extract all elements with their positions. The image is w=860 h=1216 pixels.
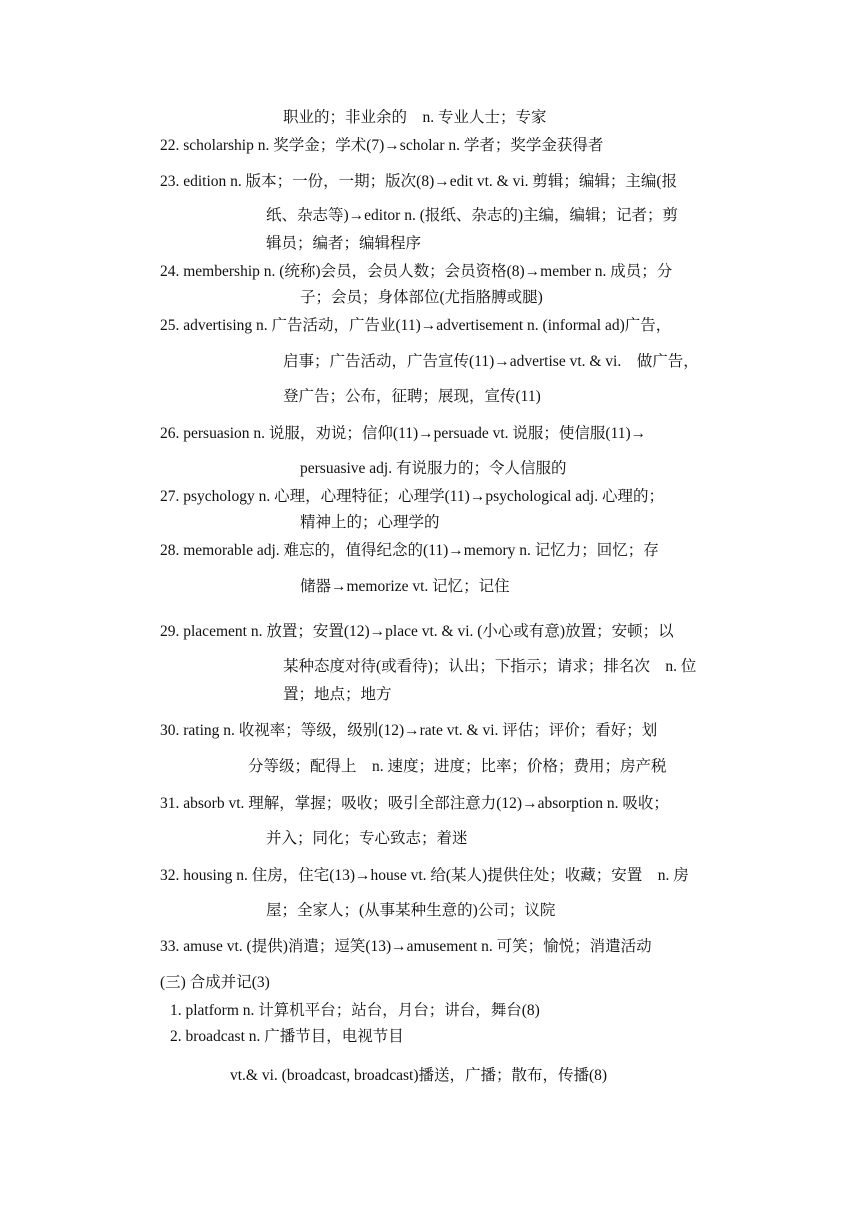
entry-25-line-1 — [160, 316, 671, 336]
entry-23-line-3 — [266, 234, 421, 254]
entry-25-line-2 — [283, 352, 699, 372]
entry-31-line-1 — [160, 794, 669, 814]
entry-27-line-1 — [160, 487, 664, 507]
line-text: 2. broadcast n. 广播节目，电视节目 — [170, 1028, 404, 1045]
line-text: 22. scholarship n. 奖学金；学术(7)→scholar n. 学者；奖学金获得者 — [160, 137, 604, 154]
line-text: 31. absorb vt. 理解，掌握；吸收；吸引全部注意力(12)→absorption n. 吸收； — [160, 795, 669, 812]
line-text: 纸、杂志等)→editor n. (报纸、杂志的)主编，编辑；记者；剪 — [266, 207, 679, 224]
line-text: 某种态度对待(或看待)；认出；下指示；请求；排名次 n. 位 — [283, 658, 697, 675]
entry-30-line-2 — [248, 757, 667, 777]
line-text: 29. placement n. 放置；安置(12)→place vt. & vi. (小心或有意)放置；安顿；以 — [160, 623, 674, 640]
entry-26-line-1 — [160, 424, 646, 444]
line-text: 储器→memorize vt. 记忆；记住 — [300, 578, 510, 595]
entry-28-line-2 — [300, 577, 510, 597]
entry-27-line-2 — [300, 513, 440, 533]
line-text: 1. platform n. 计算机平台；站台，月台；讲台，舞台(8) — [170, 1002, 540, 1019]
entry-31-line-2 — [266, 829, 468, 849]
line-text: 32. housing n. 住房，住宅(13)→house vt. 给(某人)提供住处；收藏；安置 n. 房 — [160, 867, 689, 884]
entry-33-line-1 — [160, 937, 652, 957]
compound-2-line-1 — [170, 1027, 404, 1047]
entry-29-line-2 — [283, 657, 696, 677]
line-text: 23. edition n. 版本；一份，一期；版次(8)→edit vt. & vi. 剪辑；编辑；主编(报 — [160, 173, 678, 190]
entry-30-line-1 — [160, 721, 657, 741]
compound-1-line-1 — [170, 1001, 540, 1021]
line-text: 屋；全家人；(从事某种生意的)公司；议院 — [266, 902, 556, 919]
line-text: 28. memorable adj. 难忘的，值得纪念的(11)→memory n. 记忆力；回忆；存 — [160, 542, 659, 559]
line-text: persuasive adj. 有说服力的；令人信服的 — [300, 460, 567, 477]
line-text: 26. persuasion n. 说服，劝说；信仰(11)→persuade vt. 说服；使信服(11)→ — [160, 425, 647, 442]
entry-24-line-1 — [160, 262, 672, 282]
line-text: 并入；同化；专心致志；着迷 — [266, 830, 468, 847]
section-heading — [160, 973, 270, 993]
compound-2-line-2 — [230, 1066, 607, 1086]
line-text: 职业的；非业余的 n. 专业人士；专家 — [283, 109, 547, 126]
entry-23-line-2 — [266, 206, 678, 226]
line-text: 25. advertising n. 广告活动，广告业(11)→advertisement n. (informal ad)广告， — [160, 317, 672, 334]
entry-32-line-1 — [160, 866, 689, 886]
entry-22-line-1 — [160, 136, 603, 156]
entry-24-line-2 — [300, 288, 543, 308]
line-text: 登广告；公布，征聘；展现，宣传(11) — [283, 388, 541, 405]
heading-text: (三) 合成并记(3) — [160, 974, 270, 991]
line-text: 置；地点；地方 — [283, 686, 392, 703]
line-text: 30. rating n. 收视率；等级，级别(12)→rate vt. & vi. 评估；评价；看好；划 — [160, 722, 658, 739]
line-text: 子；会员；身体部位(尤指胳膊或腿) — [300, 289, 543, 306]
line-text: 24. membership n. (统称)会员，会员人数；会员资格(8)→member n. 成员；分 — [160, 263, 673, 280]
entry-29-line-1 — [160, 622, 674, 642]
line-text: 27. psychology n. 心理，心理特征；心理学(11)→psychological adj. 心理的； — [160, 488, 664, 505]
entry-26-line-2 — [300, 459, 566, 479]
entry-29-line-3 — [283, 685, 392, 705]
entry-32-line-2 — [266, 901, 555, 921]
line-text: 启事；广告活动，广告宣传(11)→advertise vt. & vi. 做广告， — [283, 353, 699, 370]
entry-23-line-1 — [160, 172, 677, 192]
entry-25-line-3 — [283, 387, 541, 407]
line-text: 辑员；编者；编辑程序 — [266, 235, 422, 252]
line-text: vt.& vi. (broadcast, broadcast)播送，广播；散布，传播(8) — [230, 1067, 608, 1084]
entry-28-line-1 — [160, 541, 659, 561]
line-text: 分等级；配得上 n. 速度；进度；比率；价格；费用；房产税 — [248, 758, 667, 775]
line-text: 33. amuse vt. (提供)消遣；逗笑(13)→amusement n. 可笑；愉悦；消遣活动 — [160, 938, 652, 955]
line-text: 精神上的；心理学的 — [300, 514, 440, 531]
text-line-1 — [283, 108, 547, 128]
